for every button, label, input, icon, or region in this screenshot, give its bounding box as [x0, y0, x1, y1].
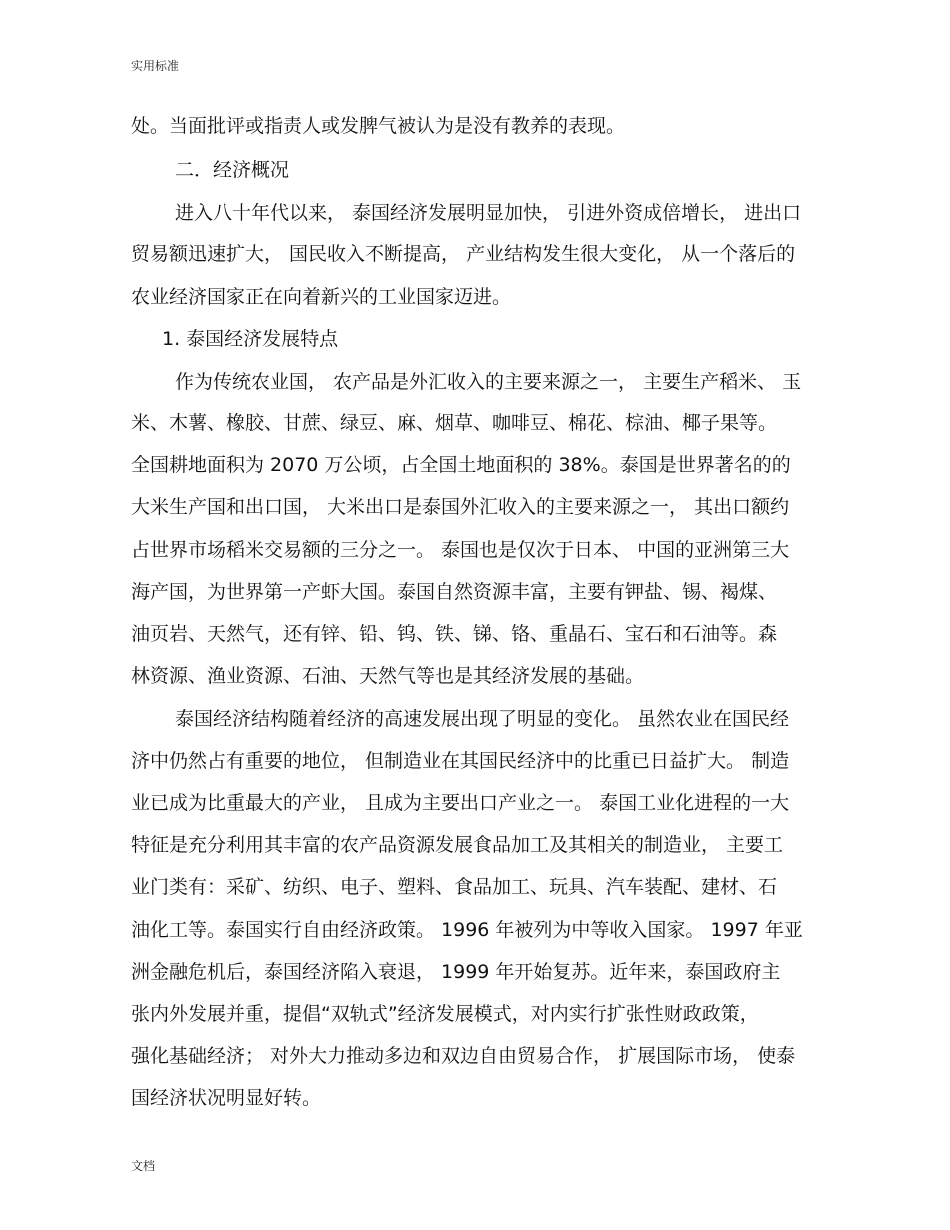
paragraph-line: 贸易额迅速扩大， 国民收入不断提高， 产业结构发生很大变化， 从一个落后的: [131, 243, 796, 265]
paragraph-line: 业已成为比重最大的产业， 且成为主要出口产业之一。 泰国工业化进程的一大: [131, 792, 790, 814]
paragraph-line: 处。当面批评或指责人或发脾气被认为是没有教养的表现。: [131, 115, 626, 137]
paragraph-line: 进入八十年代以来， 泰国经济发展明显加快， 引进外资成倍增长， 进出口: [175, 202, 802, 224]
paragraph-line: 国经济状况明显好转。: [131, 1087, 322, 1109]
paragraph-line: 米、木薯、橡胶、甘蔗、绿豆、麻、烟草、咖啡豆、棉花、棕油、椰子果等。: [131, 412, 778, 434]
paragraph-line: 洲金融危机后，泰国经济陷入衰退， 1999 年开始复苏。近年来，泰国政府主: [131, 961, 781, 983]
paragraph-line: 全国耕地面积为 2070 万公顷，占全国土地面积的 38%。泰国是世界著名的的: [131, 454, 791, 476]
paragraph-line: 林资源、渔业资源、石油、天然气等也是其经济发展的基础。: [131, 665, 645, 687]
paragraph-line: 济中仍然占有重要的地位， 但制造业在其国民经济中的比重已日益扩大。 制造: [131, 750, 790, 772]
paragraph-line: 农业经济国家正在向着新兴的工业国家迈进。: [131, 286, 512, 308]
paragraph-line: 业门类有：采矿、纺织、电子、塑料、食品加工、玩具、汽车装配、建材、石: [131, 876, 778, 898]
paragraph-line: 油页岩、天然气，还有锌、铅、钨、铁、锑、铬、重晶石、宝石和石油等。森: [131, 623, 778, 645]
page-footer: 文档: [131, 1159, 156, 1173]
paragraph-line: 强化基础经济； 对外大力推动多边和双边自由贸易合作， 扩展国际市场， 使泰: [131, 1045, 796, 1067]
paragraph-line: 海产国，为世界第一产虾大国。泰国自然资源丰富，主要有钾盐、锡、褐煤、: [131, 581, 778, 603]
paragraph-line: 特征是充分利用其丰富的农产品资源发展食品加工及其相关的制造业， 主要工: [131, 834, 784, 856]
paragraph-line: 占世界市场稻米交易额的三分之一。 泰国也是仅次于日本、 中国的亚洲第三大: [131, 539, 790, 561]
subsection-heading: 1. 泰国经济发展特点: [162, 328, 339, 350]
paragraph-line: 大米生产国和出口国， 大米出口是泰国外汇收入的主要来源之一， 其出口额约: [131, 496, 790, 518]
section-heading: 二．经济概况: [175, 159, 290, 181]
paragraph-line: 泰国经济结构随着经济的高速发展出现了明显的变化。 虽然农业在国民经: [175, 708, 790, 730]
paragraph-line: 作为传统农业国， 农产品是外汇收入的主要来源之一， 主要生产稻米、 玉: [175, 371, 802, 393]
paragraph-line: 油化工等。泰国实行自由经济政策。 1996 年被列为中等收入国家。 1997 年亚: [131, 919, 803, 941]
page-header: 实用标准: [131, 59, 180, 73]
paragraph-line: 张内外发展并重，提倡“双轨式”经济发展模式，对内实行扩张性财政政策，: [131, 1003, 759, 1025]
